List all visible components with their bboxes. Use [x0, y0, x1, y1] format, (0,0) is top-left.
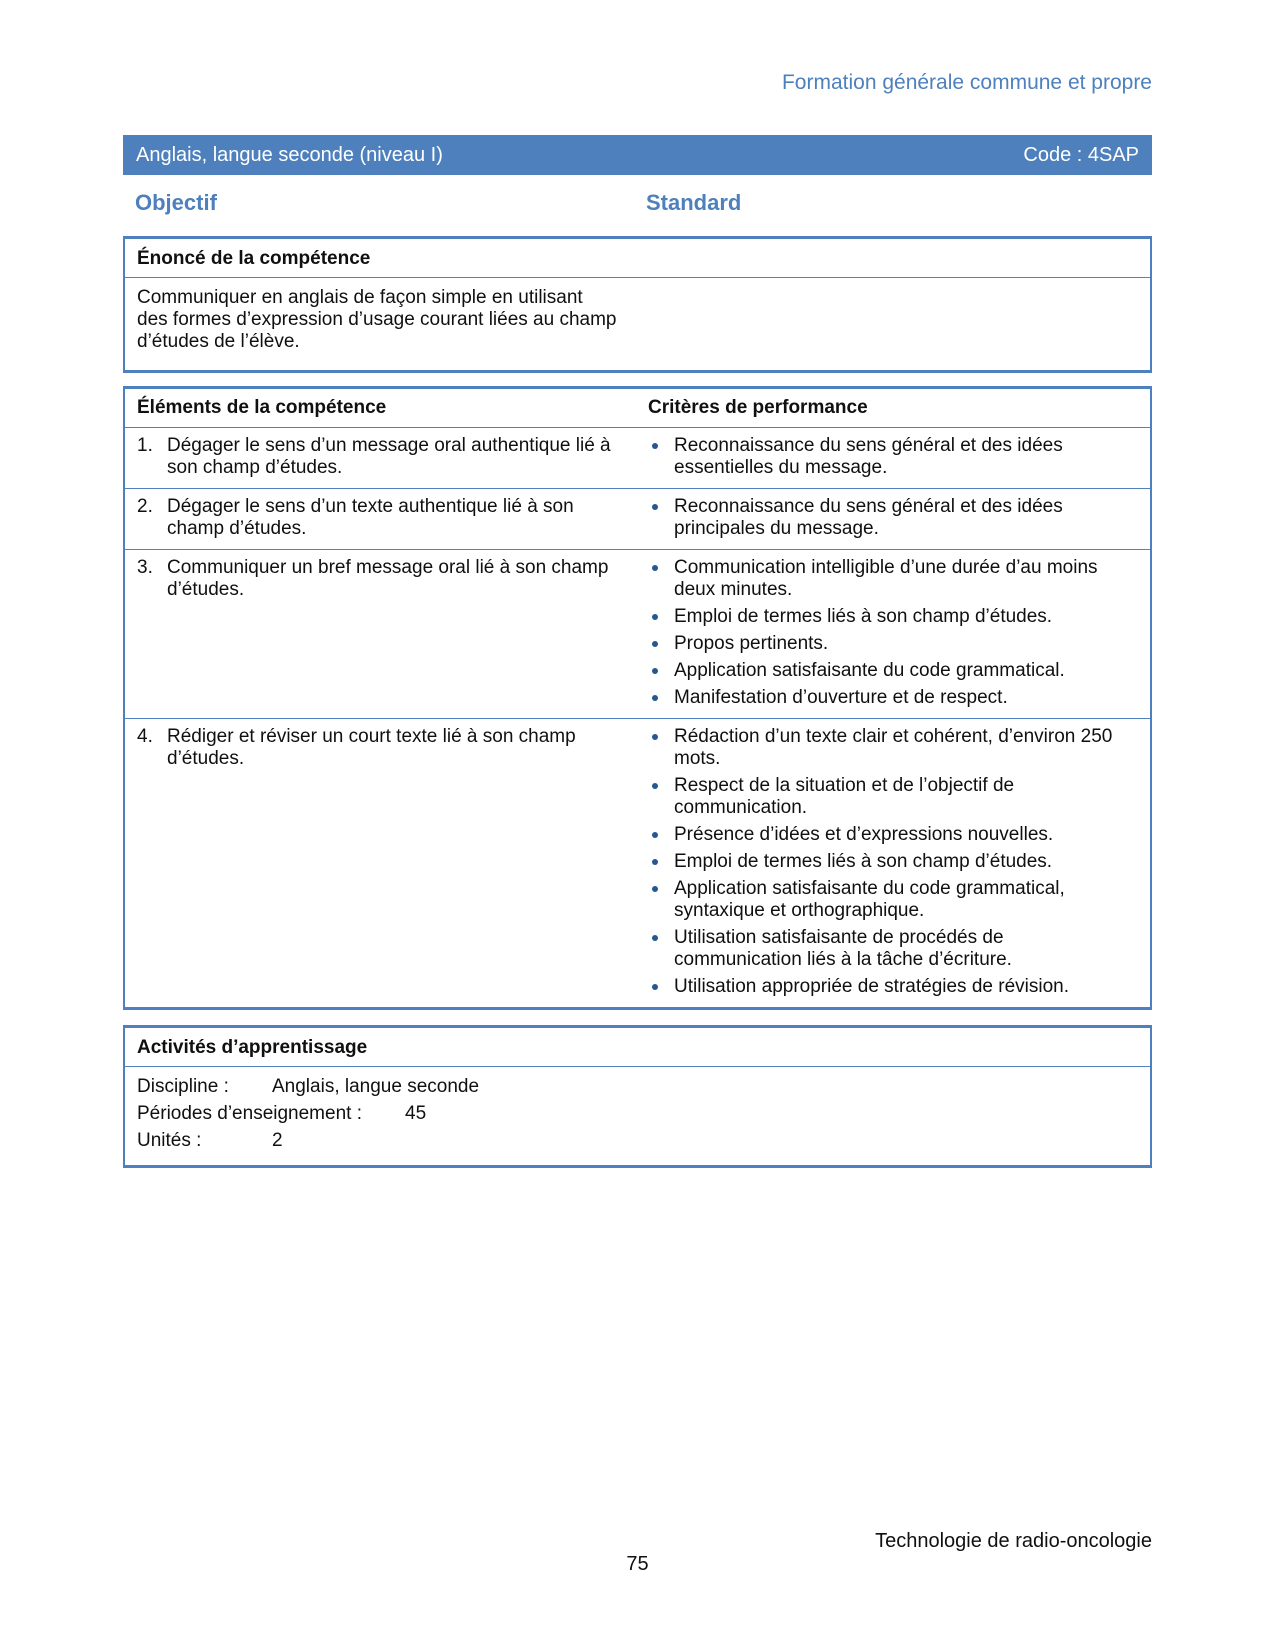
course-code: Code : 4SAP: [1023, 144, 1139, 166]
periodes-label: Périodes d’enseignement :: [137, 1103, 362, 1124]
footer-program-name: Technologie de radio-oncologie: [875, 1530, 1152, 1552]
criteria-item: Présence d’idées et d’expressions nouvelles.: [648, 824, 1138, 846]
column-headings: [123, 192, 1152, 220]
objectif-heading: Objectif: [135, 190, 217, 215]
page-number: 75: [626, 1553, 649, 1575]
criteria-list: [648, 726, 1138, 998]
table-row: [125, 549, 1150, 718]
element-text: Communiquer un bref message oral lié à son champ d’études.: [167, 557, 609, 600]
element-cell: [137, 435, 648, 479]
element-text: Dégager le sens d’un message oral authentique lié à son champ d’études.: [167, 435, 611, 478]
enonce-box: [123, 236, 1152, 373]
criteria-item: Emploi de termes liés à son champ d’études.: [648, 851, 1138, 873]
element-text: Rédiger et réviser un court texte lié à son champ d’études.: [167, 726, 576, 769]
criteria-item: Application satisfaisante du code grammatical, syntaxique et orthographique.: [648, 878, 1138, 922]
criteria-item: Emploi de termes liés à son champ d’études.: [648, 606, 1138, 628]
table-header-row: [125, 389, 1150, 427]
standard-heading: Standard: [646, 190, 742, 215]
activites-box: [123, 1025, 1152, 1168]
criteria-item: Application satisfaisante du code grammatical.: [648, 660, 1138, 682]
criteria-item: Utilisation appropriée de stratégies de révision.: [648, 976, 1138, 998]
criteria-item: Communication intelligible d’une durée d’au moins deux minutes.: [648, 557, 1138, 601]
course-title-bar: [123, 135, 1152, 175]
table-row: [125, 427, 1150, 488]
criteria-list: [648, 557, 1138, 709]
criteria-item: Propos pertinents.: [648, 633, 1138, 655]
criteria-list: [648, 435, 1138, 479]
competence-table: [123, 386, 1152, 1010]
activites-row-periodes: [137, 1103, 1138, 1125]
element-cell: [137, 726, 648, 998]
element-number: 3.: [137, 557, 153, 578]
criteria-item: Rédaction d’un texte clair et cohérent, d’environ 250 mots.: [648, 726, 1138, 770]
unites-label: Unités :: [137, 1130, 202, 1151]
discipline-value: Anglais, langue seconde: [272, 1076, 480, 1097]
discipline-label: Discipline :: [137, 1076, 229, 1097]
element-cell: [137, 557, 648, 709]
criteria-item: Reconnaissance du sens général et des idées essentielles du message.: [648, 435, 1138, 479]
table-row: [125, 488, 1150, 549]
element-number: 1.: [137, 435, 153, 456]
course-title: Anglais, langue seconde (niveau I): [136, 144, 443, 166]
element-cell: [137, 496, 648, 540]
running-head: Formation générale commune et propre: [781, 71, 1152, 94]
criteria-list: [648, 496, 1138, 540]
criteria-item: Respect de la situation et de l’objectif de communication.: [648, 775, 1138, 819]
periodes-value: 45: [405, 1103, 427, 1124]
element-text: Dégager le sens d’un texte authentique lié à son champ d’études.: [167, 496, 574, 539]
activites-row-unites: [137, 1130, 1138, 1152]
element-number: 4.: [137, 726, 153, 747]
criteres-heading: Critères de performance: [648, 397, 868, 418]
table-row: [125, 718, 1150, 1007]
criteria-item: Manifestation d’ouverture et de respect.: [648, 687, 1138, 709]
unites-value: 2: [272, 1130, 283, 1151]
enonce-heading: Énoncé de la compétence: [125, 239, 1150, 278]
criteria-item: Utilisation satisfaisante de procédés de communication liés à la tâche d’écriture.: [648, 927, 1138, 971]
activites-body: [125, 1067, 1150, 1165]
activites-row-discipline: [137, 1076, 1138, 1098]
criteria-item: Reconnaissance du sens général et des idées principales du message.: [648, 496, 1138, 540]
element-number: 2.: [137, 496, 153, 517]
enonce-body: Communiquer en anglais de façon simple en utilisant des formes d’expression d’usage courant liées au champ d’études de l’élève.: [137, 287, 617, 352]
elements-heading: Éléments de la compétence: [137, 397, 387, 418]
activites-heading: Activités d’apprentissage: [125, 1028, 1150, 1067]
